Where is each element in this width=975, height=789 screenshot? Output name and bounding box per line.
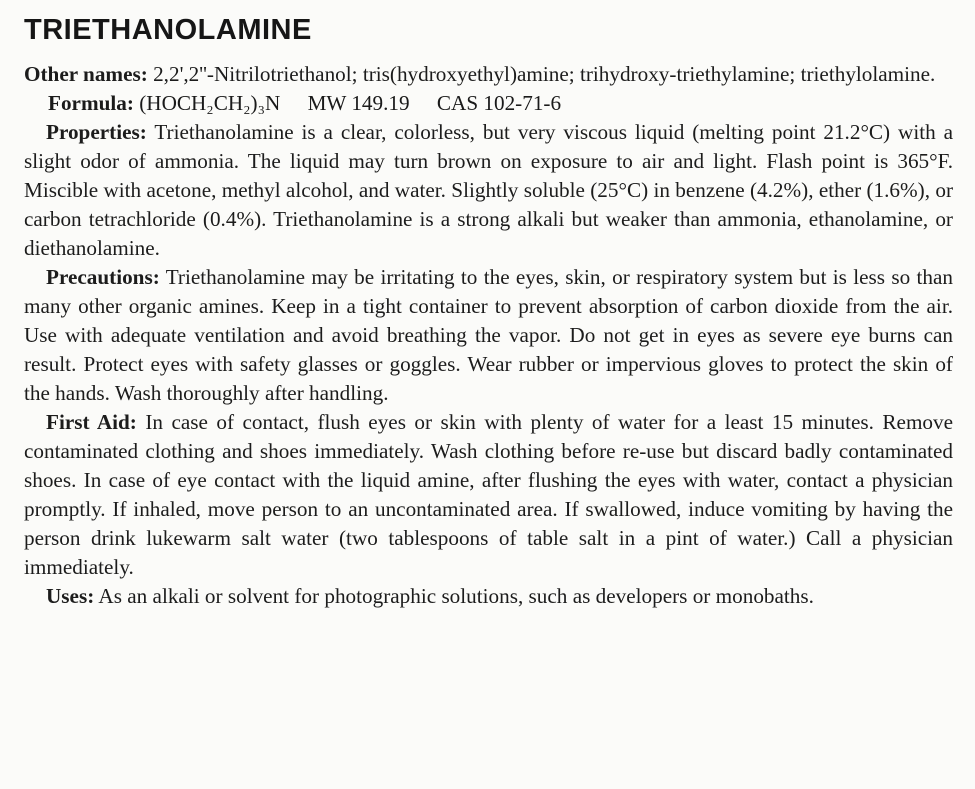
properties-paragraph: [24, 118, 953, 263]
formula-label: Formula:: [48, 91, 134, 115]
first-aid-label: First Aid:: [46, 410, 137, 434]
chemical-title: TRIETHANOLAMINE: [24, 14, 312, 46]
other-names-label: Other names:: [24, 62, 148, 86]
uses-text: As an alkali or solvent for photographic solutions, such as developers or monobaths.: [98, 584, 814, 608]
first-aid-paragraph: [24, 408, 953, 582]
uses-paragraph: [24, 582, 953, 611]
precautions-label: Precautions:: [46, 265, 160, 289]
first-aid-text: In case of contact, flush eyes or skin with plenty of water for a least 15 minutes. Remove contaminated clothing and shoes immediately. Wash clothing before re-use but discard badly contaminated shoes. In case of eye contact with the liquid amine, after flushing the eyes with water, contact a physician promptly. If inhaled, move person to an uncontaminated area. If swallowed, induce vomiting by having the person drink lukewarm salt water (two tablespoons of table salt in a pint of water.) Call a physician immediately.: [24, 410, 954, 579]
precautions-text: Triethanolamine may be irritating to the eyes, skin, or respiratory system but is less so than many other organic amines. Keep in a tight container to prevent absorption of carbon dioxide from the air. Use with adequate ventilation and avoid breathing the vapor. Do not get in eyes as severe eye burns can result. Protect eyes with safety glasses or goggles. Wear rubber or impervious gloves to protect the skin of the hands. Wash thoroughly after handling.: [24, 265, 954, 405]
molecular-weight: MW 149.19: [307, 91, 410, 115]
other-names-text: 2,2',2''-Nitrilotriethanol; tris(hydroxyethyl)amine; trihydroxy-triethylamine; triethylolamine.: [153, 62, 936, 86]
uses-label: Uses:: [46, 584, 95, 608]
cas-number: CAS 102-71-6: [436, 91, 562, 115]
other-names-paragraph: [24, 60, 953, 89]
properties-text: Triethanolamine is a clear, colorless, but very viscous liquid (melting point 21.2°C) with a slight odor of ammonia. The liquid may turn brown on exposure to air and light. Flash point is 365°F. Miscible with acetone, methyl alcohol, and water. Slightly soluble (25°C) in benzene (4.2%), ether (1.6%), or carbon tetrachloride (0.4%). Triethanolamine is a strong alkali but weaker than ammonia, ethanolamine, or diethanolamine.: [24, 120, 953, 260]
properties-label: Properties:: [46, 120, 147, 144]
precautions-paragraph: [24, 263, 953, 408]
formula-line: [24, 89, 953, 118]
formula-value: (HOCH₂CH₂)₃N: [139, 91, 281, 115]
